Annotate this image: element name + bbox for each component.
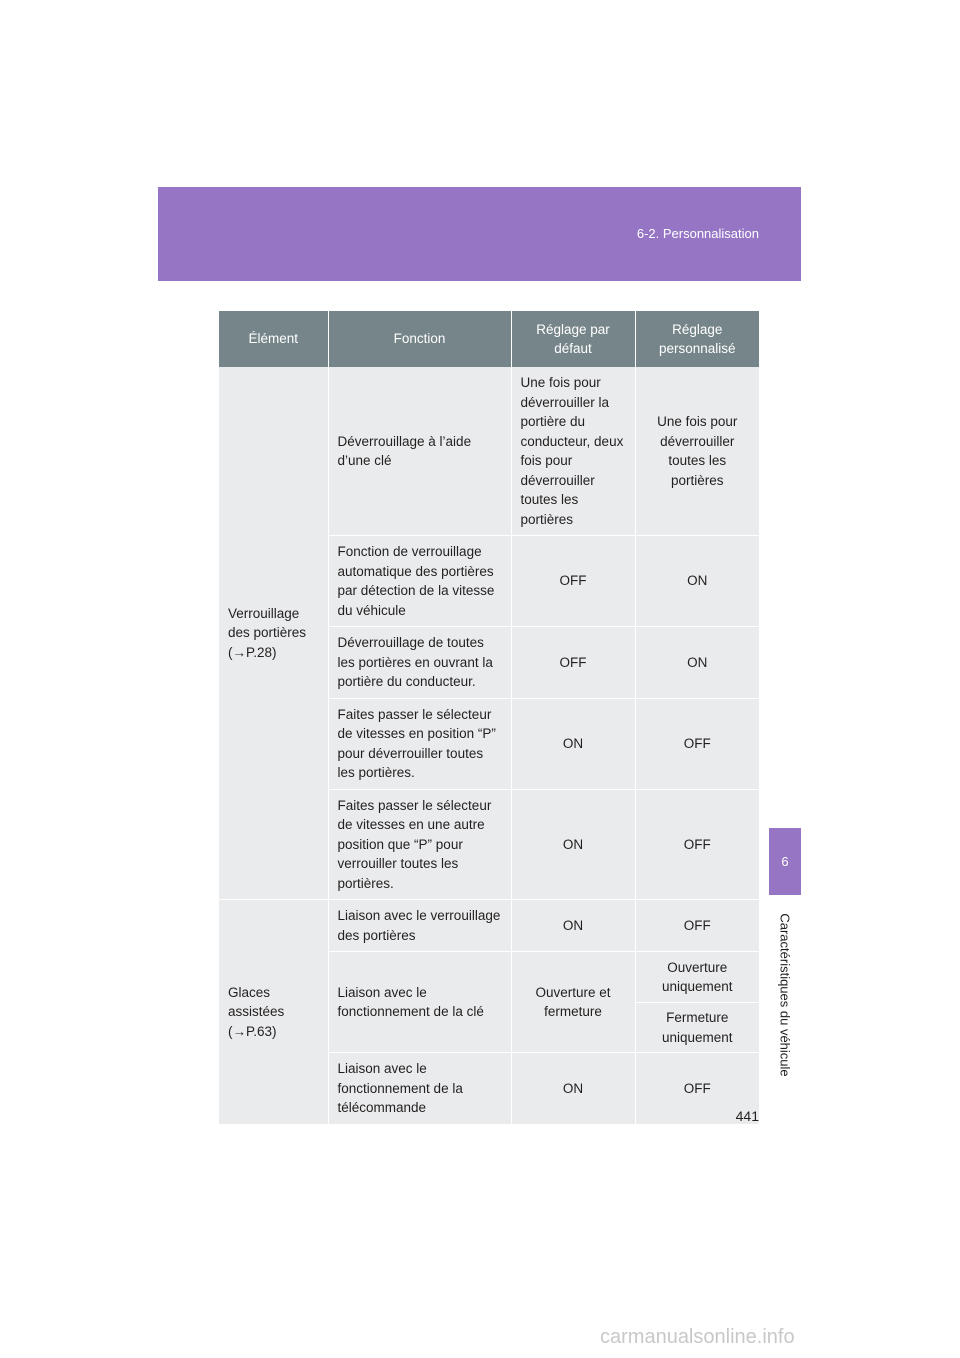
column-header-default-setting: Réglage par défaut [511, 311, 635, 367]
column-header-custom-setting: Réglage personnalisé [635, 311, 759, 367]
function-cell: Fonction de verrouillage automatique des portières par détection de la vitesse du véhicule [328, 536, 511, 627]
column-header-element: Élément [219, 311, 328, 367]
custom-cell: Une fois pour déverrouiller toutes les portières [635, 367, 759, 536]
item-cell-door-locks: Verrouillage des portières (→P.28) [219, 367, 328, 900]
section-header-band [158, 187, 801, 281]
function-cell: Liaison avec le verrouillage des portières [328, 900, 511, 952]
custom-cell: OFF [635, 900, 759, 952]
table-row [219, 367, 759, 536]
custom-cell: OFF [635, 789, 759, 900]
customization-table [219, 311, 759, 1125]
watermark: carmanualsonline.info [600, 1326, 795, 1348]
custom-options-cell [635, 952, 759, 1053]
function-cell: Déverrouillage de toutes les portières en ouvrant la portière du conducteur. [328, 627, 511, 699]
custom-option: Fermeture uniquement [661, 1010, 733, 1045]
default-cell: Une fois pour déverrouiller la portière du conducteur, deux fois pour déverrouiller toutes les portières [511, 367, 635, 536]
chapter-label: Caractéristiques du véhicule [777, 913, 793, 1077]
default-cell: ON [511, 1053, 635, 1125]
item-cell-power-windows: Glaces assistées (→P.63) [219, 900, 328, 1125]
default-cell: OFF [511, 536, 635, 627]
page-number: 441 [735, 1108, 759, 1124]
custom-cell: OFF [635, 698, 759, 789]
function-cell: Liaison avec le fonctionnement de la télécommande [328, 1053, 511, 1125]
default-cell: Ouverture et fermeture [511, 952, 635, 1053]
section-title: 6-2. Personnalisation [636, 226, 759, 241]
chapter-number-tab: 6 [769, 828, 801, 895]
custom-option: Ouverture uniquement [636, 952, 760, 1003]
function-cell: Liaison avec le fonctionnement de la clé [328, 952, 511, 1053]
table-header-row [219, 311, 759, 367]
column-header-function: Fonction [328, 311, 511, 367]
default-cell: ON [511, 698, 635, 789]
default-cell: ON [511, 789, 635, 900]
default-cell: ON [511, 900, 635, 952]
custom-cell: OFF [635, 1053, 759, 1125]
function-cell: Faites passer le sélecteur de vitesses en position “P” pour déverrouiller toutes les portières. [328, 698, 511, 789]
table-row [219, 900, 759, 952]
custom-cell: ON [635, 536, 759, 627]
custom-cell: ON [635, 627, 759, 699]
function-cell: Déverrouillage à l’aide d’une clé [328, 367, 511, 536]
default-cell: OFF [511, 627, 635, 699]
function-cell: Faites passer le sélecteur de vitesses en une autre position que “P” pour verrouiller toutes les portières. [328, 789, 511, 900]
